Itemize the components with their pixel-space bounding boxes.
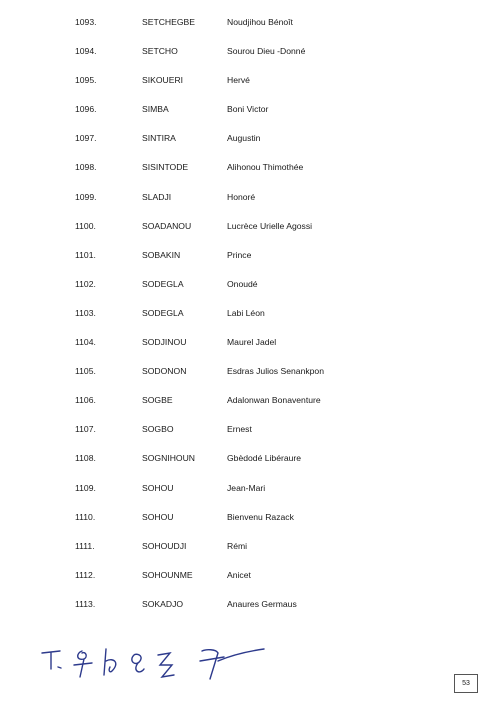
given-names: Bienvenu Razack (227, 511, 294, 522)
row-number: 1108. (75, 453, 96, 464)
list-row (0, 45, 500, 74)
row-number: 1113. (75, 598, 96, 609)
surname: SETCHO (142, 46, 178, 57)
surname: SODJINOU (142, 337, 187, 348)
list-row (0, 132, 500, 161)
list-row (0, 74, 500, 103)
row-number: 1094. (75, 46, 97, 57)
row-number: 1093. (75, 17, 97, 27)
row-number: 1099. (75, 191, 97, 202)
list-row (0, 191, 500, 220)
given-names: Esdras Julios Senankpon (227, 366, 324, 377)
surname: SIKOUERI (142, 75, 184, 86)
handwritten-initials (40, 645, 270, 685)
surname: SOHOUNME (142, 569, 193, 580)
given-names: Anicet (227, 569, 251, 580)
row-number: 1095. (75, 75, 97, 86)
surname: SODONON (142, 366, 187, 377)
list-row (0, 307, 500, 336)
surname: SODEGLA (142, 278, 184, 289)
surname: SOHOU (142, 482, 174, 493)
row-number: 1102. (75, 278, 96, 289)
list-row (0, 365, 500, 394)
list-row (0, 16, 500, 45)
list-row (0, 278, 500, 307)
row-number: 1104. (75, 337, 96, 348)
surname: SOHOU (142, 511, 174, 522)
surname: SOKADJO (142, 598, 184, 609)
row-number: 1100. (75, 220, 96, 231)
list-row (0, 423, 500, 452)
row-number: 1107. (75, 424, 96, 435)
list-row (0, 103, 500, 132)
row-number: 1098. (75, 162, 97, 173)
surname: SODEGLA (142, 307, 184, 318)
row-number: 1097. (75, 133, 97, 144)
row-number: 1106. (75, 395, 96, 406)
surname: SOGBO (142, 424, 174, 435)
list-row (0, 249, 500, 278)
row-number: 1109. (75, 482, 96, 493)
surname: SOGNIHOUN (142, 453, 195, 464)
surname: SOADANOU (142, 220, 192, 231)
list-row (0, 452, 500, 481)
given-names: Maurel Jadel (227, 337, 277, 348)
row-number: 1101. (75, 249, 96, 260)
given-names: Jean-Mari (227, 482, 266, 493)
given-names: Gbèdodé Libéraure (227, 453, 302, 464)
given-names: Boni Victor (227, 104, 269, 115)
given-names: Alihonou Thimothée (227, 162, 304, 173)
surname: SLADJI (142, 191, 172, 202)
page-number: 53 (462, 680, 470, 687)
surname: SOHOUDJI (142, 540, 187, 551)
surname: SOBAKIN (142, 249, 181, 260)
given-names: Prince (227, 249, 252, 260)
given-names: Hervé (227, 75, 250, 86)
row-number: 1103. (75, 307, 96, 318)
surname: SISINTODE (142, 162, 189, 173)
given-names: Labi Léon (227, 307, 265, 318)
list-row (0, 598, 500, 627)
given-names: Ernest (227, 424, 252, 435)
given-names: Noudjihou Bénoît (227, 17, 293, 27)
list-row (0, 540, 500, 569)
surname: SIMBA (142, 104, 169, 115)
list-row (0, 336, 500, 365)
name-list (0, 16, 500, 627)
surname: SOGBE (142, 395, 173, 406)
given-names: Adalonwan Bonaventure (227, 395, 321, 406)
row-number: 1105. (75, 366, 96, 377)
row-number: 1110. (75, 511, 96, 522)
page-number-box (454, 674, 478, 693)
given-names: Honoré (227, 191, 256, 202)
list-row (0, 482, 500, 511)
row-number: 1096. (75, 104, 97, 115)
list-row (0, 569, 500, 598)
list-row (0, 511, 500, 540)
list-row (0, 394, 500, 423)
row-number: 1112. (75, 569, 96, 580)
given-names: Onoudé (227, 278, 258, 289)
surname: SINTIRA (142, 133, 176, 144)
given-names: Augustin (227, 133, 261, 144)
given-names: Rémi (227, 540, 248, 551)
given-names: Sourou Dieu -Donné (227, 46, 306, 57)
list-row (0, 161, 500, 190)
row-number: 1111. (75, 540, 95, 551)
given-names: Anaures Germaus (227, 598, 297, 609)
surname: SETCHEGBE (142, 17, 196, 27)
given-names: Lucrèce Urielle Agossi (227, 220, 313, 231)
list-row (0, 220, 500, 249)
